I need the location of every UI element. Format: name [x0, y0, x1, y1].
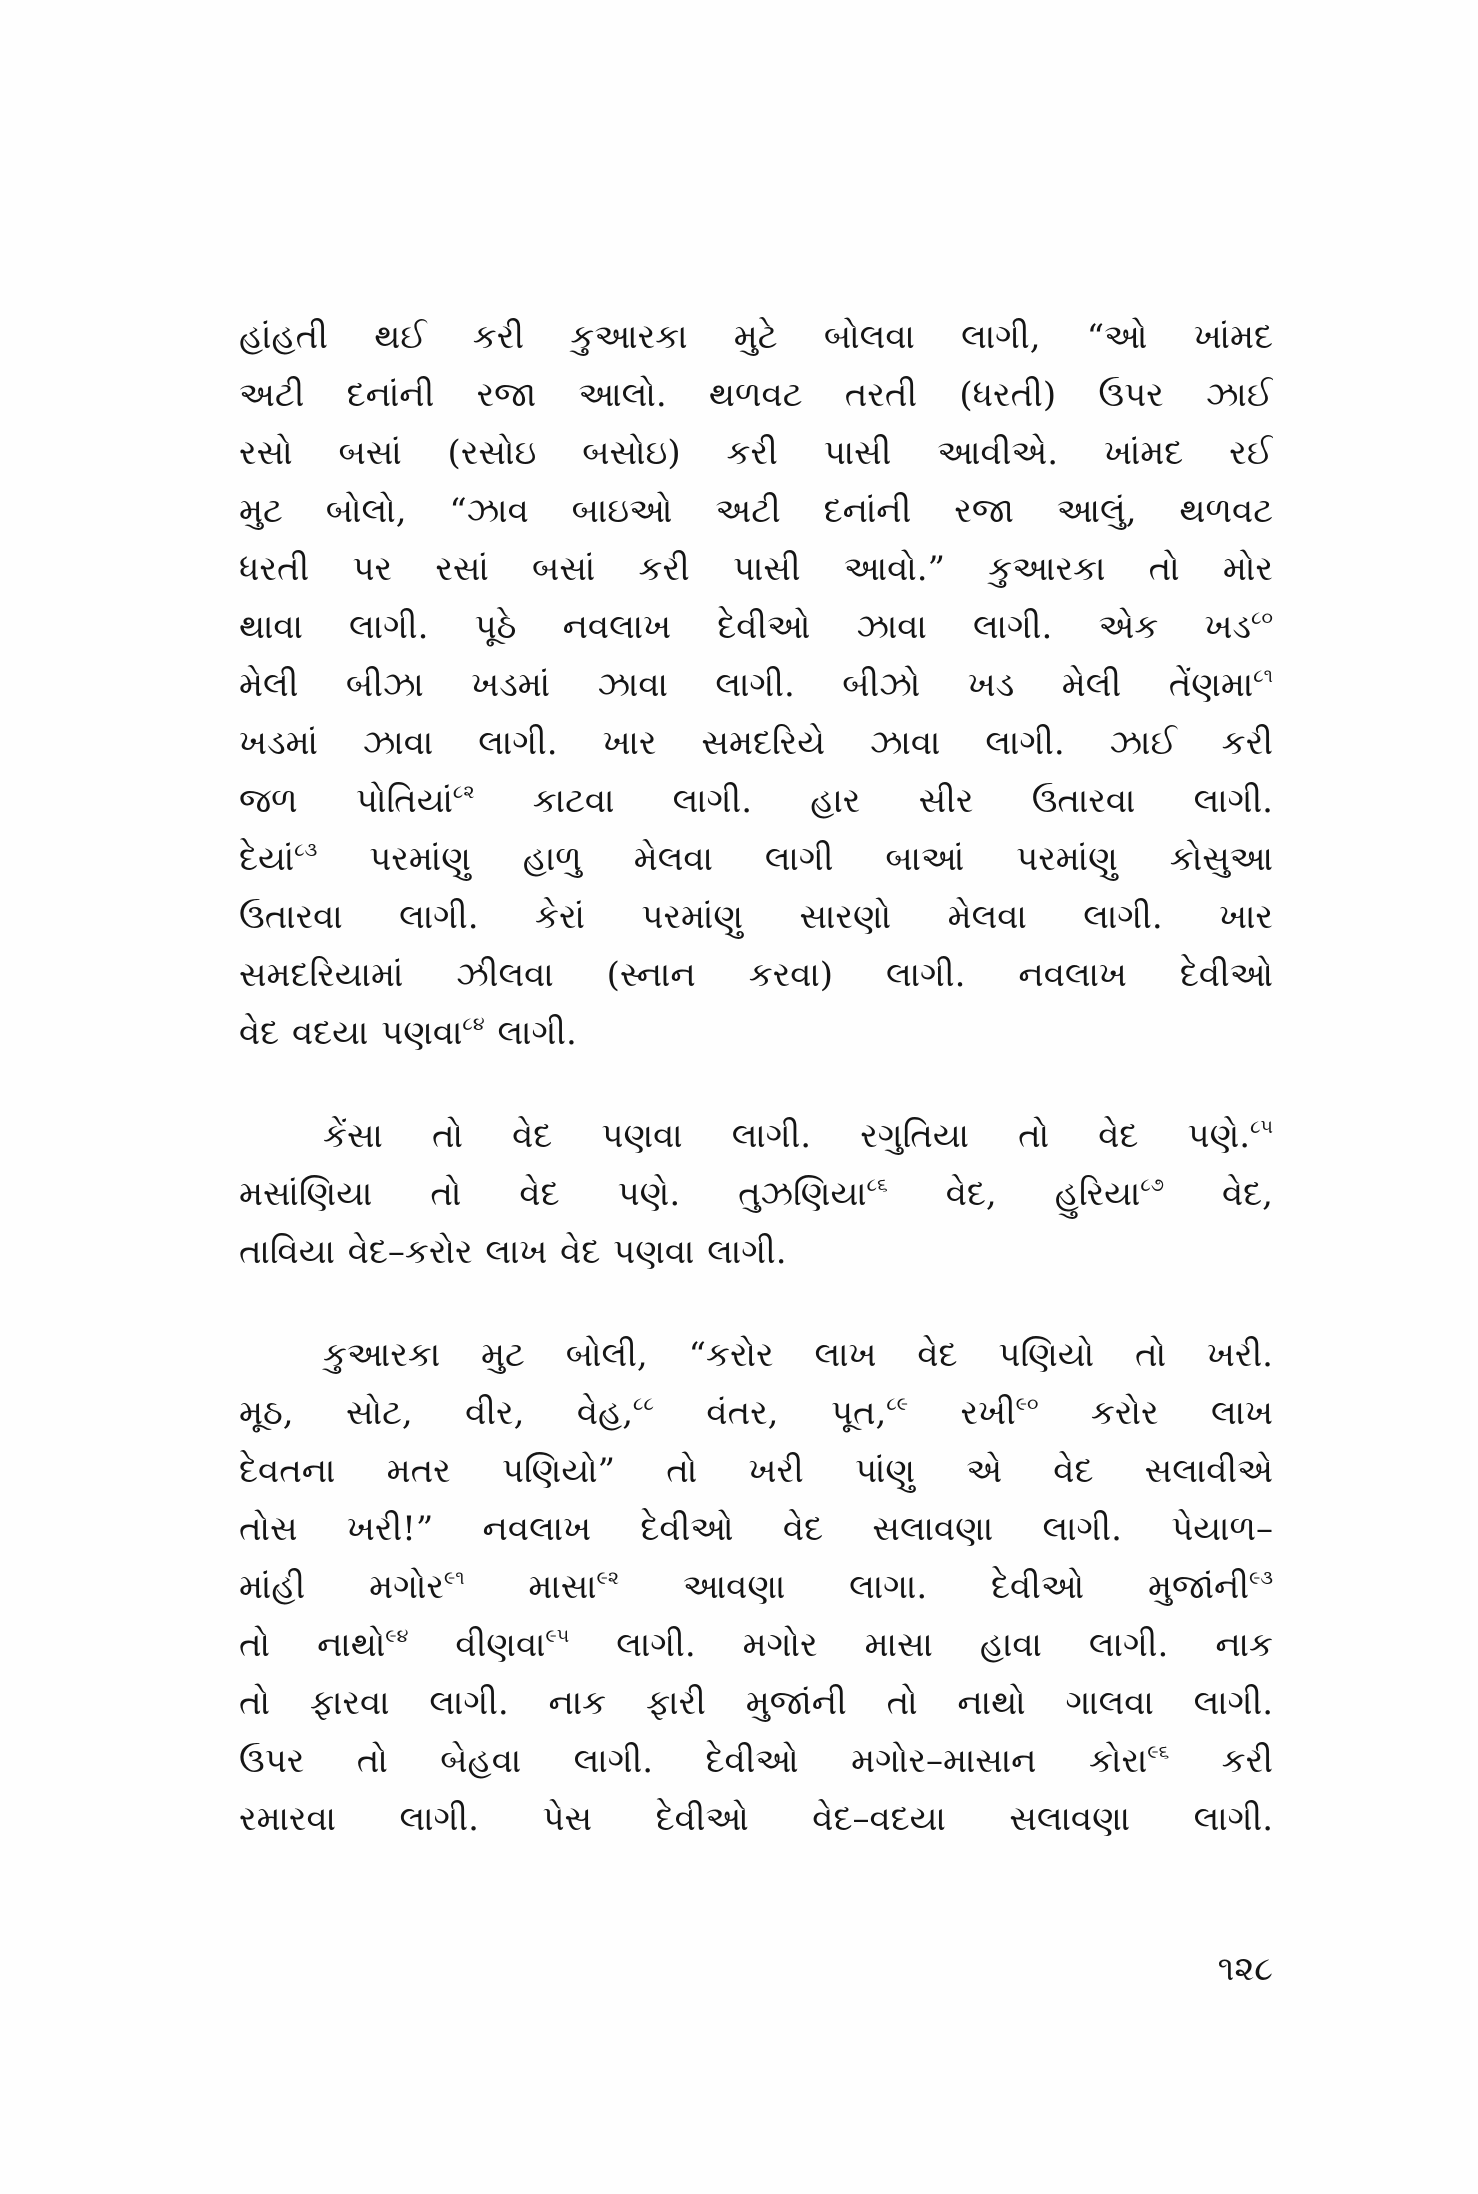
- footnote-marker: ૮૯: [886, 1393, 909, 1415]
- text-run: કરી: [1169, 1741, 1273, 1781]
- footnote-marker: ૮૦: [1251, 607, 1273, 629]
- text-run: માંહી મગોર: [239, 1567, 444, 1607]
- text-run: ઉપર તો બેહવા લાગી. દેવીઓ મગોર–માસાન કોરા: [239, 1741, 1148, 1781]
- text-run: મૂઠ, સોટ, વીર, વેહ,: [239, 1393, 634, 1433]
- text-run: તો ફારવા લાગી. નાક ફારી મુજાંની તો નાથો ગાલવા લાગી.: [239, 1683, 1273, 1723]
- footnote-marker: ૮૨: [452, 781, 475, 803]
- text-run: હાંહતી થઈ કરી કુઆરકા મુટે બોલવા લાગી, “ઓ ખાંમદ: [239, 317, 1273, 357]
- text-line: [239, 830, 1273, 888]
- footnote-marker: ૯૪: [385, 1625, 409, 1647]
- text-run: તો નાથો: [239, 1625, 386, 1665]
- text-line: [239, 1107, 1273, 1165]
- text-line: [239, 1442, 1273, 1500]
- text-run: તાવિયા વેદ–કરોર લાખ વેદ પણવા લાગી.: [239, 1232, 787, 1272]
- footnote-marker: ૯૦: [1015, 1393, 1039, 1415]
- footnote-marker: ૯૫: [545, 1625, 570, 1647]
- text-line: [239, 598, 1273, 656]
- text-run: વીણવા: [408, 1625, 546, 1665]
- text-run: કરોર લાખ: [1038, 1393, 1273, 1433]
- footnote-marker: ૯૩: [1249, 1567, 1273, 1589]
- footnote-marker: ૯૧: [444, 1567, 465, 1589]
- text-line: [239, 772, 1273, 830]
- text-line: [239, 308, 1273, 366]
- text-line: [239, 1558, 1273, 1616]
- text-run: જળ પોતિયાં: [239, 781, 453, 821]
- text-run: કુઆરકા મુટ બોલી, “કરોર લાખ વેદ પણિયો તો ખરી.: [323, 1335, 1273, 1375]
- text-run: મસાંણિયા તો વેદ પણે. તુઝણિયા: [239, 1174, 867, 1214]
- text-line: [239, 424, 1273, 482]
- text-run: દેવતના મતર પણિયો” તો ખરી પાંણુ એ વેદ સલાવીએ: [239, 1451, 1273, 1491]
- footnote-marker: ૯૨: [596, 1567, 620, 1589]
- text-run: ધરતી પર રસાં બસાં કરી પાસી આવો.” કુઆરકા તો મોર: [239, 549, 1273, 589]
- text-line: [239, 1384, 1273, 1442]
- text-line: [239, 888, 1273, 946]
- text-run: રસો બસાં (રસોઇ બસોઇ) કરી પાસી આવીએ. ખાંમદ રઈ: [239, 433, 1273, 473]
- text-run: કેંસા તો વેદ પણવા લાગી. રગુતિયા તો વેદ પણે.: [323, 1116, 1251, 1156]
- footnote-marker: ૮૮: [633, 1393, 654, 1415]
- text-run: વેદ,: [1163, 1174, 1273, 1214]
- text-line: [239, 482, 1273, 540]
- text-line: [239, 1165, 1273, 1223]
- text-line: [239, 714, 1273, 772]
- footnote-marker: ૮૫: [1250, 1116, 1273, 1138]
- footnote-marker: ૮૭: [1140, 1174, 1164, 1196]
- text-line: [239, 540, 1273, 598]
- page-number: ૧૨૮: [1217, 1949, 1273, 1989]
- footnote-marker: ૮૧: [1253, 665, 1273, 687]
- text-run: આવણા લાગા. દેવીઓ મુજાંની: [619, 1567, 1250, 1607]
- text-line: [239, 1004, 1273, 1062]
- text-line: [239, 1500, 1273, 1558]
- text-line: [239, 1732, 1273, 1790]
- text-run: ખડમાં ઝાવા લાગી. ખાર સમદરિયે ઝાવા લાગી. ઝાઈ કરી: [239, 723, 1273, 763]
- text-run: વેદ, હુરિયા: [887, 1174, 1141, 1214]
- text-run: અટી દનાંની રજા આલો. થળવટ તરતી (ધરતી) ઉપર ઝાઈ: [239, 375, 1273, 415]
- text-line: [239, 1223, 1273, 1281]
- footnote-marker: ૮૬: [866, 1174, 888, 1196]
- text-run: મેલી બીઝા ખડમાં ઝાવા લાગી. બીઝો ખડ મેલી તેંણમા: [239, 665, 1254, 705]
- text-line: [239, 1790, 1273, 1848]
- text-line: [239, 1326, 1273, 1384]
- footnote-marker: ૮૪: [462, 1013, 485, 1035]
- text-run: ઉતારવા લાગી. કેરાં પરમાંણુ સારણો મેલવા લાગી. ખાર: [239, 897, 1273, 937]
- text-run: સમદરિયામાં ઝીલવા (સ્નાન કરવા) લાગી. નવલાખ દેવીઓ: [239, 955, 1273, 995]
- footnote-marker: ૯૬: [1147, 1741, 1170, 1763]
- text-run: વેદ વદયા પણવા: [239, 1013, 463, 1053]
- text-line: [239, 1674, 1273, 1732]
- text-run: પરમાંણુ હાળુ મેલવા લાગી બાઆં પરમાંણુ કોસુઆ: [317, 839, 1273, 879]
- footnote-marker: ૮૩: [294, 839, 318, 861]
- paragraph: [239, 1326, 1273, 1848]
- text-run: મુટ બોલો, “ઝાવ બાઇઓ અટી દનાંની રજા આલું, થળવટ: [239, 491, 1273, 531]
- text-run: રખી: [908, 1393, 1016, 1433]
- text-line: [239, 1616, 1273, 1674]
- paragraph: [239, 308, 1273, 1062]
- paragraph: [239, 1107, 1273, 1281]
- text-run: કાટવા લાગી. હાર સીર ઉતારવા લાગી.: [474, 781, 1273, 821]
- body-text: [239, 308, 1273, 1848]
- text-run: રમારવા લાગી. પેસ દેવીઓ વેદ–વદયા સલાવણા લાગી.: [239, 1799, 1273, 1839]
- text-run: તોસ ખરી!” નવલાખ દેવીઓ વેદ સલાવણા લાગી. પેયાળ–: [239, 1509, 1273, 1549]
- text-run: લાગી.: [484, 1013, 577, 1053]
- text-run: લાગી. મગોર માસા હાવા લાગી. નાક: [569, 1625, 1273, 1665]
- text-run: વંતર, પૂત,: [653, 1393, 887, 1433]
- text-run: દેયાં: [239, 839, 295, 879]
- text-line: [239, 946, 1273, 1004]
- text-run: માસા: [464, 1567, 597, 1607]
- text-line: [239, 366, 1273, 424]
- text-line: [239, 656, 1273, 714]
- text-run: થાવા લાગી. પૂઠે નવલાખ દેવીઓ ઝાવા લાગી. એક ખડ: [239, 607, 1252, 647]
